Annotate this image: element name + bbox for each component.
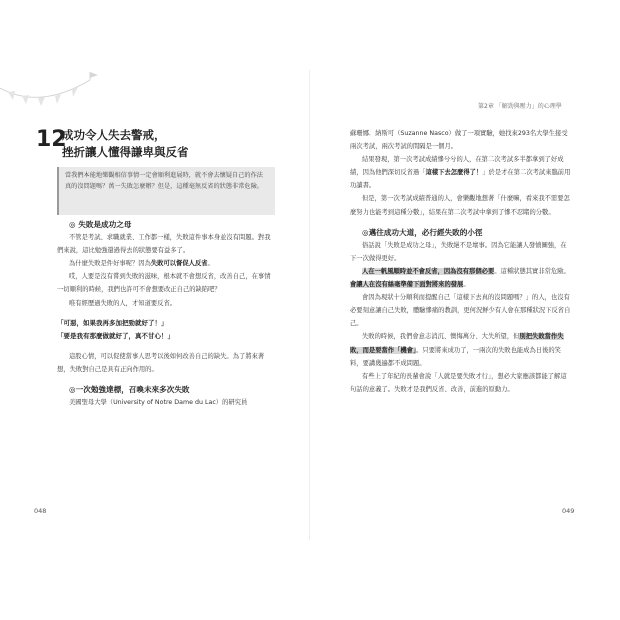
highlighted-text: 人在一帆風順時並不會反省，因為沒有那個必要 (362, 267, 495, 275)
bold-text: 這樣下去怎麼得了！ (425, 169, 483, 177)
paragraph: 這股心情，可以促使當事人思考以後如何改善自己的缺失。為了將來著想，失敗對自己是具有正向作用的。 (57, 352, 265, 373)
highlighted-text: 別把失敗當作失敗，而是要當作「機會」 (350, 333, 564, 354)
section-heading-1: ◎ 失敗是成功之母 (69, 220, 132, 229)
paragraph: 失敗的時候，我們會意志消沉、懊悔萬分、大失所望，但別把失敗當作失敗，而是要當作「機會」。只要將來成功了，一兩次的失敗也能成為日後的笑料，要講幾遍都不成問題。 (350, 333, 564, 367)
chapter-title (62, 127, 282, 161)
paragraph: 有些上了年紀的長輩會說「人就是要失敗才行」，想必大家應該都能了解這句話的意義了。失敗才是我們反省、改善，前進的原動力。 (350, 372, 567, 393)
quote-2: 「要是我有那麼做就好了，真不甘心！」 (57, 331, 174, 340)
paragraph: 蘇珊娜．納斯可（Suzanne Nasco）做了一項實驗，她找來293名大學生接受兩次考試，兩次考試的間隔是一個月。 (350, 130, 568, 151)
page-number-left: 048 (34, 507, 47, 515)
paragraph: 唯有經歷過失敗的人，才知道要反省。 (69, 299, 177, 307)
paragraph: 為什麼失敗是件好事呢？因為失敗可以督促人反省。 (69, 260, 214, 268)
bold-text: 失敗可以督促人反省 (150, 260, 208, 268)
bunting-decoration-icon (0, 70, 140, 120)
title-line-1: 成功令人失去警戒， (62, 128, 166, 142)
intro-box: 當我們本能地樂觀相信事情一定會順利進展時，就不會去懷疑自己的作法真的沒問題嗎？萬一失敗怎麼辦？但是，這種毫無反省的狀態非常危險。 (57, 167, 275, 215)
paragraph: 不管是考試、求職就業、工作都一樣，失敗這件事本身並沒有問題。對我們來說，這比勉強還過得去的狀態要有益多了。 (57, 234, 271, 255)
right-body-text (350, 127, 572, 396)
page-number-right: 049 (562, 507, 575, 515)
paragraph: 俗話說「失敗是成功之母」，失敗絕不是壞事。因為它能讓人發憤圖強，在下一次做得更好。 (350, 241, 567, 262)
highlighted-text: 會讓人在沒有絲毫準備下面對將來的發展 (350, 281, 464, 289)
running-head: 第2章 「解勁與壓力」的心理學 (478, 103, 562, 110)
title-line-2: 挫折讓人懂得謙卑與反省 (62, 145, 189, 159)
section-heading-2: ◎一次勉強達標，召喚未來多次失敗 (69, 385, 190, 395)
quote-1: 「可惡，如果我再多加把勁就好了！」 (57, 318, 168, 327)
paragraph: 美國聖母大學（University of Notre Dame du Lac）的研究員 (69, 399, 248, 407)
paragraph: 會因為現狀十分順利而提醒自己「這樣下去真的沒問題嗎？」的人，也沒有必要刻意讓自己失敗，體驗慘痛的教訓，更何況鮮少有人會在那種狀況下反省自己。 (350, 294, 571, 328)
paragraph: 結果發現，第一次考試成績慘兮兮的人，在第二次考試多半都拿到了好成績，因為他們深切反省過「這樣下去怎麼得了！」於是才在第二次考試來臨前用功讀書。 (350, 156, 571, 190)
section-heading-3: ◎邁往成功大道，必行經失敗的小徑 (362, 227, 483, 237)
paragraph: 人在一帆風順時並不會反省，因為沒有那個必要。這種狀態其實非常危險。會讓人在沒有絲毫準備下面對將來的發展。 (350, 267, 570, 289)
paragraph: 但是，第一次考試成績普通的人，會樂觀地想著「什麼嘛，看來我不需要怎麼努力也能考到這種分數」，結果在第二次考試中拿到了慘不忍睹的分數。 (350, 195, 570, 216)
left-body-text (57, 218, 275, 409)
chapter-number: 12 (36, 127, 67, 152)
paragraph: 哎，人要是沒有嘗到失敗的滋味，根本就不會想反省，改善自己，在事情一切順利的時候，我們也許可不會想要改正自己的缺陷吧？ (57, 273, 271, 294)
